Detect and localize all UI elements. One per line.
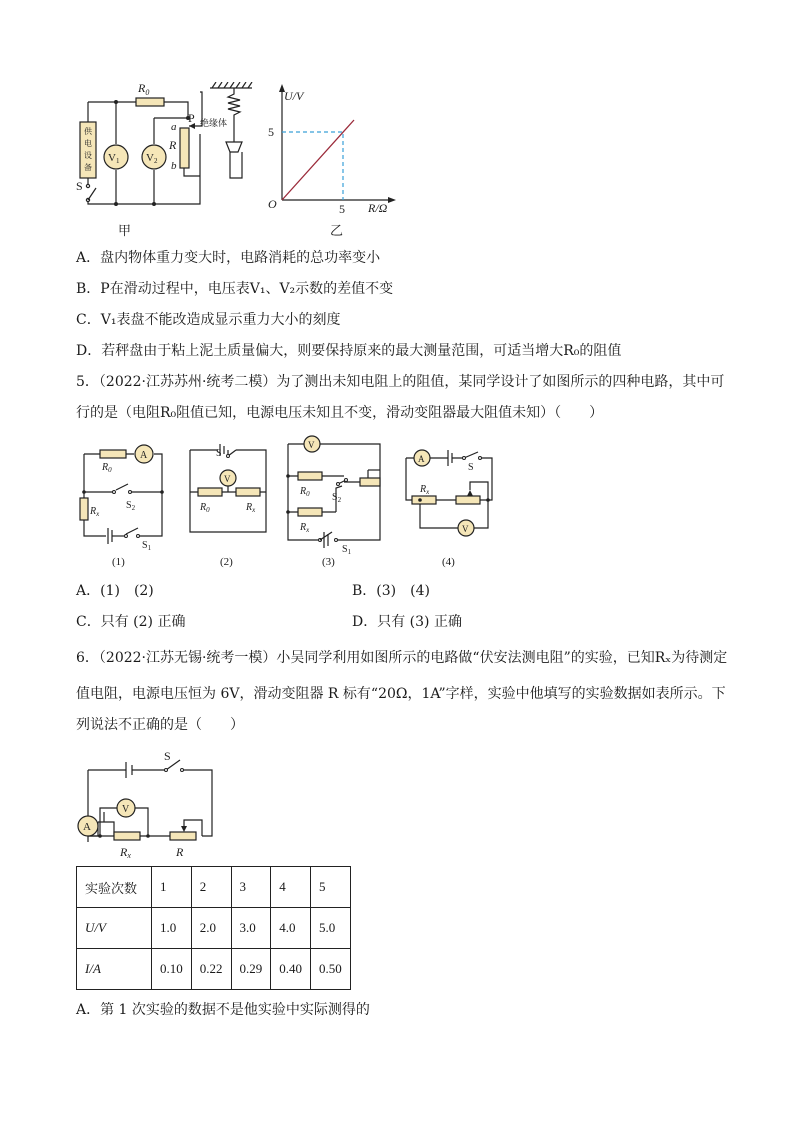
q5-circuit-4: [400, 440, 500, 544]
svg-text:Rx: $R_x$: [246, 502, 256, 514]
a-label: a: [171, 121, 177, 133]
r-label: R: [169, 138, 177, 152]
svg-text:S2: $S_2$: [332, 492, 342, 504]
svg-text:V1: V1: [108, 152, 120, 165]
svg-text:R0: $R_0$: [200, 502, 210, 514]
svg-text:Rx: $R_x$: [90, 506, 100, 518]
table-row: I/A 0.10 0.22 0.29 0.40 0.50: [77, 949, 351, 990]
svg-text:S1: $S_1$: [342, 544, 352, 556]
switch-s-label: S: [76, 179, 83, 193]
figure-yi-graph: [262, 80, 400, 218]
q6-r-label: R: [176, 845, 184, 859]
svg-text:S: S: [216, 448, 222, 459]
q6-option-a: A．第 1 次实验的数据不是他实验中实际测得的: [76, 1002, 370, 1018]
graph-x-label: R/Ω: [368, 201, 388, 215]
svg-text:R0: $R_0$: [138, 81, 150, 97]
q6-stem-line3: 列说法不正确的是（ ）: [76, 717, 244, 733]
q5-option-a: A．(1) (2): [76, 583, 154, 599]
q5-stem-line1: 5．（2022·江苏苏州·统考二模）为了测出未知电阻上的阻值，某同学设计了如图所示的四种电路，其中可: [76, 374, 725, 390]
insulator-label: 绝缘体: [200, 118, 228, 128]
svg-text:V: V: [308, 440, 315, 450]
q5-circuit-3: [284, 432, 384, 556]
svg-text:V: V: [462, 524, 469, 534]
svg-text:V2: V2: [146, 152, 158, 165]
svg-text:Rx: $R_x$: [420, 484, 430, 496]
svg-text:Rx: Rx: [120, 845, 131, 860]
table-row: U/V 1.0 2.0 3.0 4.0 5.0: [77, 908, 351, 949]
q6-stem-line1: 6．（2022·江苏无锡·统考一模）小吴同学利用如图所示的电路做“伏安法测电阻”的实验，已知Rₓ为待测定: [76, 650, 728, 666]
q6-circuit: [74, 746, 224, 860]
r0-resistor: [136, 98, 164, 106]
svg-text:A: A: [418, 454, 425, 464]
svg-text:A: A: [140, 450, 148, 461]
b-label: b: [171, 160, 177, 172]
figure-yi-label: 乙: [330, 223, 344, 238]
q4-option-b: B．P在滑动过程中，电压表V₁、V₂示数的差值不变: [76, 281, 394, 297]
q6-stem-line2: 值电阻，电源电压恒为 6V，滑动变阻器 R 标有“20Ω，1A”字样，实验中他填写的实验数据如表所示。下: [76, 686, 726, 702]
q6-data-table: [76, 866, 351, 990]
q5-fig-label-2: (2): [220, 556, 233, 568]
q4-option-c: C．V₁表盘不能改造成显示重力大小的刻度: [76, 312, 341, 328]
q5-circuit-1: [76, 440, 166, 552]
q5-fig-label-1: (1): [112, 556, 125, 568]
svg-text:S: S: [468, 462, 474, 473]
p-label: P: [188, 111, 195, 125]
supply-char-2: 电: [84, 139, 92, 148]
r0-label: R: [138, 81, 146, 95]
q5-fig-label-3: (3): [322, 556, 335, 568]
q5-option-d: D．只有 (3) 正确: [352, 614, 462, 630]
svg-text:R0: $R_0$: [300, 486, 310, 498]
q5-option-c: C．只有 (2) 正确: [76, 614, 186, 630]
q4-option-a: A．盘内物体重力变大时，电路消耗的总功率变小: [76, 250, 381, 266]
graph-origin: O: [268, 197, 277, 211]
q6-a-label: A: [83, 821, 91, 833]
supply-char-3: 设: [84, 151, 92, 160]
supply-char-1: 供: [84, 127, 92, 136]
table-row: 实验次数 1 2 3 4 5: [77, 867, 351, 908]
graph-y-label: U/V: [284, 89, 304, 103]
q6-v-label: V: [122, 804, 130, 815]
svg-text:S1: $S_1$: [142, 540, 152, 552]
figure-jia-label: 甲: [118, 223, 132, 238]
q5-fig-label-4: (4): [442, 556, 455, 568]
graph-tick-y: 5: [268, 125, 274, 139]
q6-s-label: S: [164, 749, 171, 763]
graph-tick-x: 5: [339, 202, 345, 216]
svg-text:R0: $R_0$: [102, 462, 112, 474]
supply-char-4: 备: [84, 163, 92, 172]
q5-stem-line2: 行的是（电阻R₀阻值已知，电源电压未知且不变，滑动变阻器最大阻值未知）（ ）: [76, 405, 604, 421]
spring-scale: [196, 82, 266, 182]
q4-option-d: D．若秤盘由于粘上泥土质量偏大，则要保持原来的最大测量范围，可适当增大R₀的阻值: [76, 343, 622, 359]
svg-text:V: V: [224, 474, 231, 484]
svg-text:Rx: $R_x$: [300, 522, 310, 534]
svg-text:S2: $S_2$: [126, 500, 136, 512]
q5-circuit-2: [186, 440, 270, 536]
q5-option-b: B．(3) (4): [352, 583, 430, 599]
